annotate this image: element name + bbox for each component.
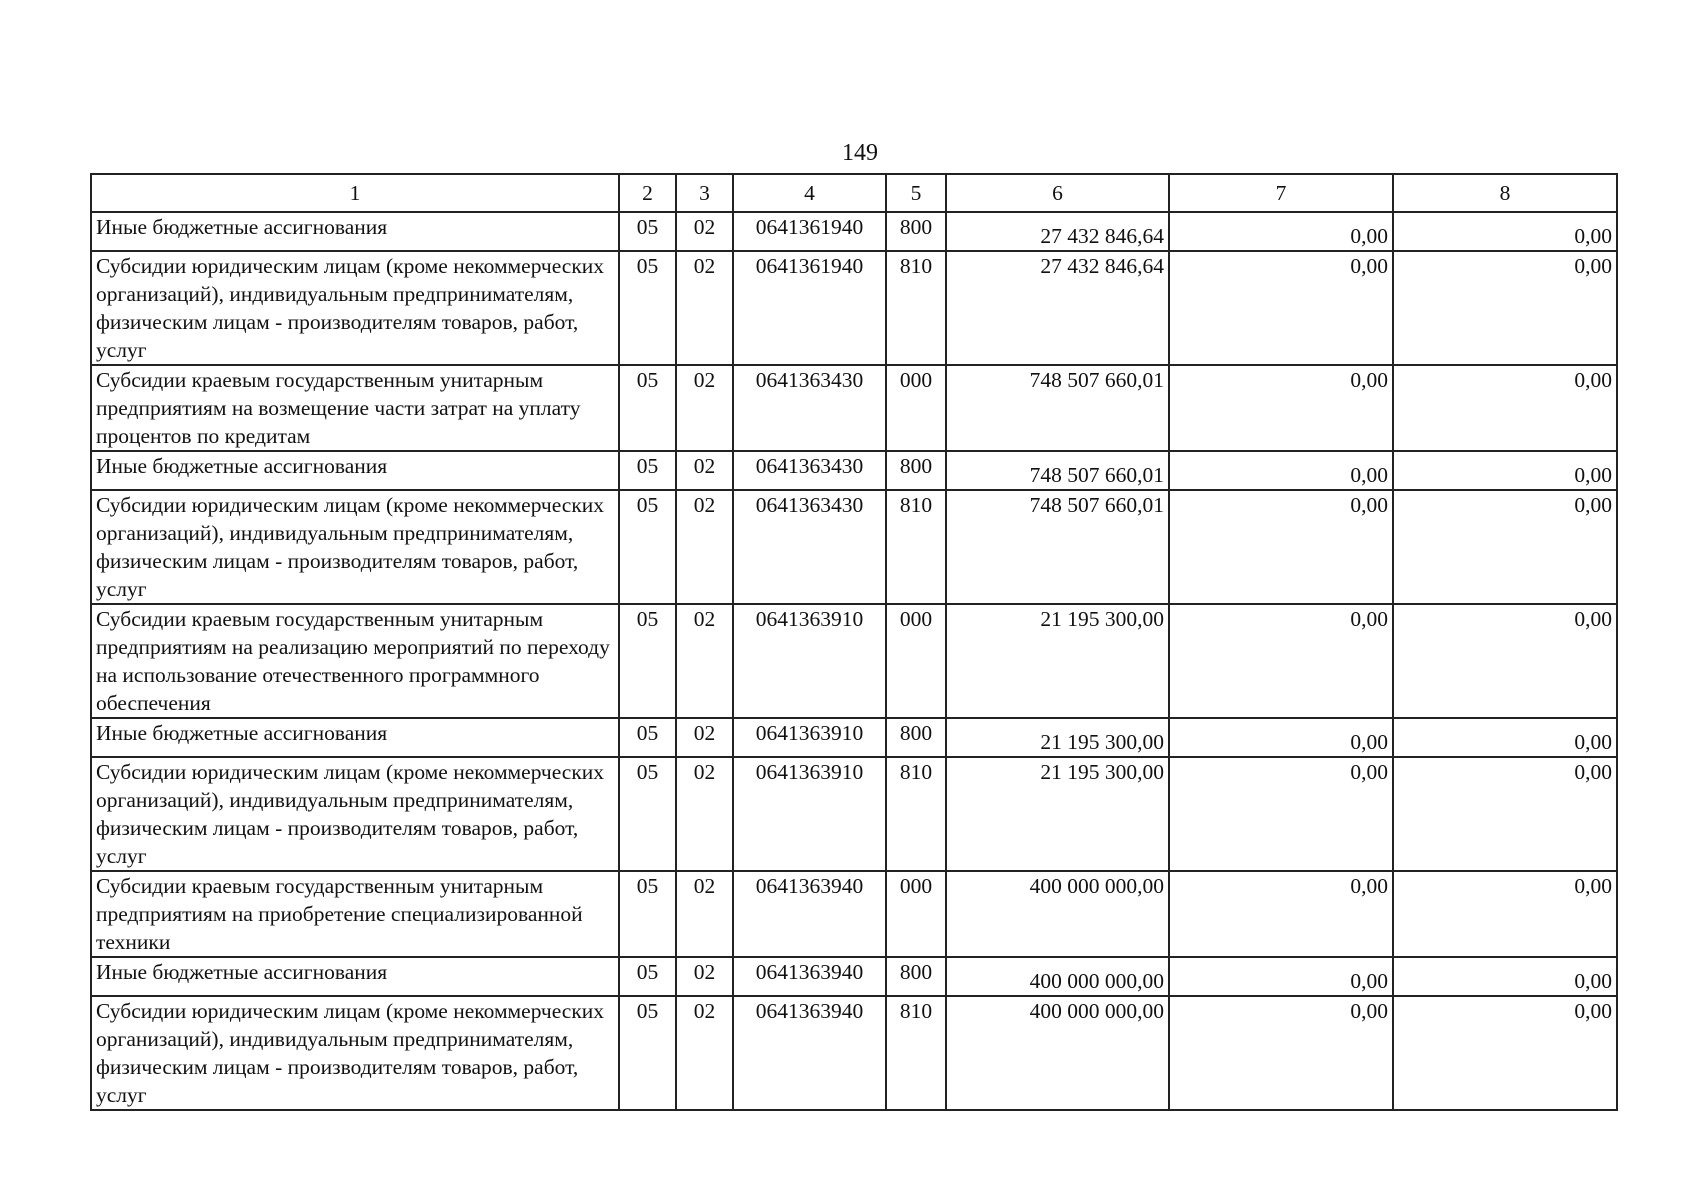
row-amount-8: 0,00 (1393, 957, 1617, 996)
row-amount-6: 400 000 000,00 (946, 996, 1169, 1110)
row-code-target: 0641363430 (733, 451, 886, 490)
row-amount-6: 21 195 300,00 (946, 718, 1169, 757)
row-amount-8: 0,00 (1393, 451, 1617, 490)
row-amount-6: 400 000 000,00 (946, 871, 1169, 957)
row-code-subsection: 02 (676, 490, 733, 604)
header-cell: 2 (619, 174, 676, 212)
row-amount-6: 21 195 300,00 (946, 757, 1169, 871)
page-number: 149 (842, 140, 878, 166)
row-amount-8: 0,00 (1393, 996, 1617, 1110)
row-amount-8: 0,00 (1393, 604, 1617, 718)
table-row (91, 996, 1617, 1110)
row-code-expense-type: 000 (886, 604, 946, 718)
row-description: Субсидии юридическим лицам (кроме некоммерческих организаций), индивидуальным предпринимателям, физическим лицам - производителям товаров, работ, услуг (91, 996, 619, 1110)
row-code-section: 05 (619, 451, 676, 490)
row-amount-7: 0,00 (1169, 451, 1393, 490)
row-code-target: 0641363910 (733, 718, 886, 757)
row-code-target: 0641363430 (733, 490, 886, 604)
row-code-subsection: 02 (676, 604, 733, 718)
row-code-expense-type: 800 (886, 718, 946, 757)
row-amount-8: 0,00 (1393, 757, 1617, 871)
header-cell: 4 (733, 174, 886, 212)
row-amount-8: 0,00 (1393, 251, 1617, 365)
row-code-target: 0641361940 (733, 251, 886, 365)
table-row (91, 957, 1617, 996)
header-cell: 7 (1169, 174, 1393, 212)
row-amount-7: 0,00 (1169, 490, 1393, 604)
row-description: Субсидии краевым государственным унитарным предприятиям на возмещение части затрат на уплату процентов по кредитам (91, 365, 619, 451)
row-amount-8: 0,00 (1393, 490, 1617, 604)
row-code-section: 05 (619, 996, 676, 1110)
table-row (91, 365, 1617, 451)
table-row (91, 757, 1617, 871)
row-amount-8: 0,00 (1393, 365, 1617, 451)
row-description: Субсидии юридическим лицам (кроме некоммерческих организаций), индивидуальным предпринимателям, физическим лицам - производителям товаров, работ, услуг (91, 757, 619, 871)
row-amount-8: 0,00 (1393, 212, 1617, 251)
row-description: Субсидии юридическим лицам (кроме некоммерческих организаций), индивидуальным предпринимателям, физическим лицам - производителям товаров, работ, услуг (91, 490, 619, 604)
row-code-subsection: 02 (676, 365, 733, 451)
row-code-section: 05 (619, 757, 676, 871)
table-row (91, 490, 1617, 604)
table-row (91, 451, 1617, 490)
row-code-section: 05 (619, 718, 676, 757)
row-amount-7: 0,00 (1169, 871, 1393, 957)
header-cell: 6 (946, 174, 1169, 212)
row-amount-6: 748 507 660,01 (946, 365, 1169, 451)
row-amount-7: 0,00 (1169, 718, 1393, 757)
budget-table (90, 173, 1618, 1111)
row-code-expense-type: 000 (886, 871, 946, 957)
row-code-subsection: 02 (676, 212, 733, 251)
row-amount-7: 0,00 (1169, 957, 1393, 996)
row-description: Иные бюджетные ассигнования (91, 718, 619, 757)
row-amount-7: 0,00 (1169, 365, 1393, 451)
table-row (91, 871, 1617, 957)
row-code-expense-type: 810 (886, 251, 946, 365)
row-code-section: 05 (619, 251, 676, 365)
row-code-target: 0641363940 (733, 957, 886, 996)
row-amount-6: 27 432 846,64 (946, 212, 1169, 251)
row-code-section: 05 (619, 604, 676, 718)
table-row (91, 604, 1617, 718)
row-amount-7: 0,00 (1169, 251, 1393, 365)
row-code-expense-type: 000 (886, 365, 946, 451)
row-amount-7: 0,00 (1169, 212, 1393, 251)
row-amount-7: 0,00 (1169, 996, 1393, 1110)
row-code-expense-type: 800 (886, 451, 946, 490)
row-amount-6: 400 000 000,00 (946, 957, 1169, 996)
row-code-target: 0641361940 (733, 212, 886, 251)
row-code-target: 0641363910 (733, 757, 886, 871)
row-description: Иные бюджетные ассигнования (91, 451, 619, 490)
row-amount-6: 21 195 300,00 (946, 604, 1169, 718)
row-code-subsection: 02 (676, 996, 733, 1110)
row-code-expense-type: 800 (886, 212, 946, 251)
row-amount-6: 748 507 660,01 (946, 490, 1169, 604)
row-code-target: 0641363430 (733, 365, 886, 451)
row-amount-7: 0,00 (1169, 604, 1393, 718)
header-cell: 8 (1393, 174, 1617, 212)
row-code-section: 05 (619, 365, 676, 451)
header-cell: 3 (676, 174, 733, 212)
row-code-target: 0641363940 (733, 871, 886, 957)
table-row (91, 212, 1617, 251)
row-amount-6: 748 507 660,01 (946, 451, 1169, 490)
row-description: Субсидии краевым государственным унитарным предприятиям на реализацию мероприятий по переходу на использование отечественного программного обеспечения (91, 604, 619, 718)
row-amount-8: 0,00 (1393, 871, 1617, 957)
row-code-expense-type: 810 (886, 490, 946, 604)
row-code-section: 05 (619, 490, 676, 604)
row-description: Субсидии краевым государственным унитарным предприятиям на приобретение специализированной техники (91, 871, 619, 957)
row-code-subsection: 02 (676, 451, 733, 490)
row-amount-8: 0,00 (1393, 718, 1617, 757)
row-code-subsection: 02 (676, 871, 733, 957)
row-code-expense-type: 800 (886, 957, 946, 996)
table-body (91, 212, 1617, 1110)
header-cell: 5 (886, 174, 946, 212)
header-row (91, 174, 1617, 212)
table-row (91, 718, 1617, 757)
row-description: Иные бюджетные ассигнования (91, 957, 619, 996)
row-code-expense-type: 810 (886, 996, 946, 1110)
row-code-section: 05 (619, 212, 676, 251)
row-code-expense-type: 810 (886, 757, 946, 871)
row-amount-6: 27 432 846,64 (946, 251, 1169, 365)
row-code-section: 05 (619, 871, 676, 957)
row-code-target: 0641363910 (733, 604, 886, 718)
row-description: Иные бюджетные ассигнования (91, 212, 619, 251)
table-row (91, 251, 1617, 365)
row-code-subsection: 02 (676, 757, 733, 871)
row-amount-7: 0,00 (1169, 757, 1393, 871)
header-cell: 1 (91, 174, 619, 212)
row-description: Субсидии юридическим лицам (кроме некоммерческих организаций), индивидуальным предпринимателям, физическим лицам - производителям товаров, работ, услуг (91, 251, 619, 365)
row-code-subsection: 02 (676, 718, 733, 757)
row-code-target: 0641363940 (733, 996, 886, 1110)
row-code-section: 05 (619, 957, 676, 996)
row-code-subsection: 02 (676, 957, 733, 996)
row-code-subsection: 02 (676, 251, 733, 365)
